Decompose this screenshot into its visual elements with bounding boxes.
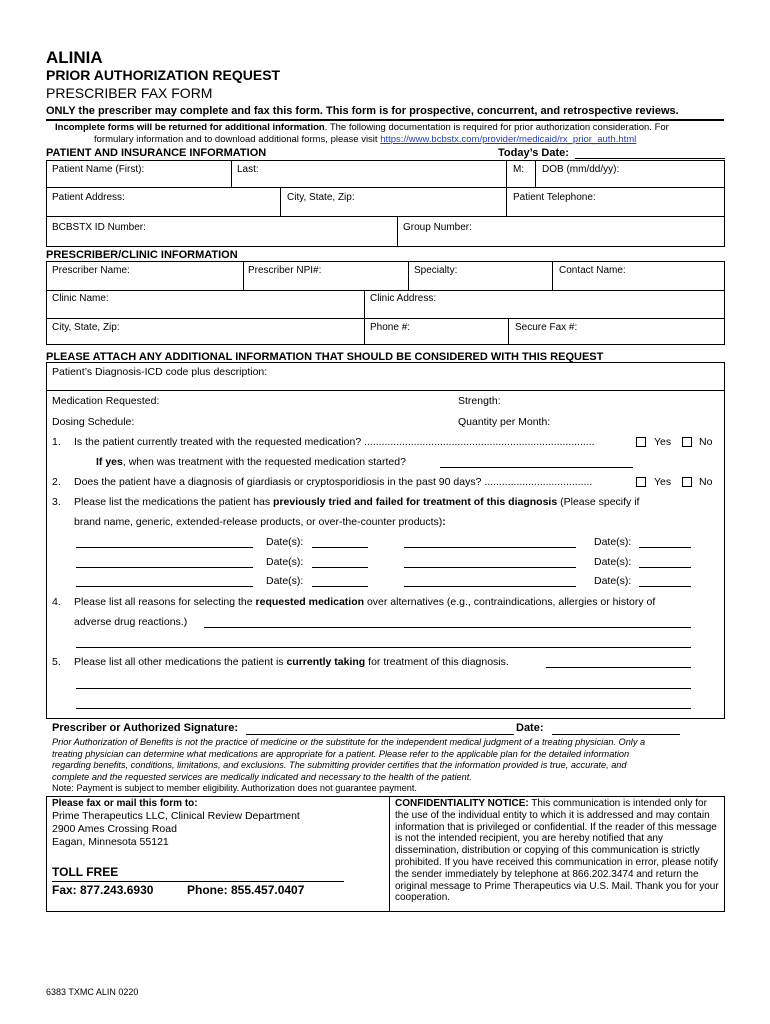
treatment-start-field[interactable] [440, 467, 633, 468]
only-prescriber-notice: ONLY the prescriber may complete and fax this form. This form is for prospective, concurrent, and retrospective reviews. [46, 105, 679, 117]
dates-label: Date(s): [266, 536, 304, 548]
patient-row-divider [46, 187, 725, 188]
medication-requested-field[interactable]: Medication Requested: [52, 395, 160, 407]
dates-field[interactable] [312, 586, 368, 587]
question-4-text-line2: adverse drug reactions.) [74, 616, 188, 628]
clinic-city-state-zip-field[interactable]: City, State, Zip: [52, 322, 120, 333]
question-5-number: 5. [52, 656, 61, 668]
toll-free-rule [52, 881, 344, 882]
patient-city-state-zip-field[interactable]: City, State, Zip: [287, 192, 355, 203]
todays-date-label: Today’s Date: [498, 147, 569, 159]
additional-row-divider [46, 390, 725, 391]
prescriber-section-heading: PRESCRIBER/CLINIC INFORMATION [46, 249, 238, 261]
contact-name-field[interactable]: Contact Name: [559, 265, 626, 276]
disclaimer-line: complete and the requested services are medically indicated and necessary to the health of the patient. [52, 772, 472, 782]
patient-col-divider [506, 160, 507, 216]
dates-label: Date(s): [594, 536, 632, 548]
question-1-no-checkbox[interactable] [682, 437, 692, 447]
alternatives-reason-field[interactable] [76, 647, 691, 648]
signature-date-label: Date: [516, 722, 544, 734]
patient-last-name-field[interactable]: Last: [237, 164, 259, 175]
payment-note: Note: Payment is subject to member eligibility. Authorization does not guarantee payment. [52, 783, 417, 793]
strength-field[interactable]: Strength: [458, 395, 501, 407]
patient-col-divider [535, 160, 536, 187]
fax-number: Fax: 877.243.6930 [52, 883, 154, 897]
patient-address-field[interactable]: Patient Address: [52, 192, 125, 203]
patient-dob-field[interactable]: DOB (mm/dd/yy): [542, 164, 620, 175]
dates-field[interactable] [639, 567, 691, 568]
failed-medication-field[interactable] [76, 586, 253, 587]
failed-medication-field[interactable] [404, 567, 576, 568]
question-5-text: Please list all other medications the patient is currently taking for treatment of this diagnosis. [74, 656, 509, 668]
patient-section-heading: PATIENT AND INSURANCE INFORMATION [46, 147, 267, 159]
toll-free-label: TOLL FREE [52, 865, 119, 879]
question-2-no-checkbox[interactable] [682, 477, 692, 487]
dates-label: Date(s): [266, 575, 304, 587]
patient-telephone-field[interactable]: Patient Telephone: [513, 192, 596, 203]
failed-medication-field[interactable] [404, 547, 576, 548]
clinic-name-field[interactable]: Clinic Name: [52, 293, 109, 304]
question-2-yes-label: Yes [654, 476, 672, 488]
prescriber-name-field[interactable]: Prescriber Name: [52, 265, 130, 276]
form-title: ALINIA [46, 48, 103, 67]
alternatives-reason-field[interactable] [204, 627, 691, 628]
form-type: PRESCRIBER FAX FORM [46, 85, 213, 101]
patient-middle-initial-field[interactable]: M: [513, 164, 525, 175]
patient-col-divider [397, 216, 398, 247]
prescriber-col-divider [364, 290, 365, 345]
dates-field[interactable] [639, 547, 691, 548]
confidentiality-notice: CONFIDENTIALITY NOTICE: This communication is intended only for the use of the individual entity to which it is addressed and may contain information that is privileged or confidential. If the reader of this message is not the intended recipient, you are hereby notified that any dissemination, distribution or copying of this communication is strictly prohibited. If you have received this communication in error, please notify the sender immediately by telephone at 866.202.3474 and return the original message to Prime Therapeutics via U.S. Mail. Thank you for your cooperation. [395, 798, 719, 904]
prescriber-row-divider [46, 290, 725, 291]
disclaimer-line: Prior Authorization of Benefits is not the practice of medicine or the substitute for the independent medical judgment of a treating physician. Only a [52, 737, 646, 747]
patient-col-divider [231, 160, 232, 187]
todays-date-field[interactable] [575, 158, 725, 159]
dates-field[interactable] [312, 547, 368, 548]
dosing-schedule-field[interactable]: Dosing Schedule: [52, 416, 135, 428]
header-rule [46, 119, 724, 121]
other-medications-field[interactable] [76, 708, 691, 709]
question-2-text: Does the patient have a diagnosis of giardiasis or cryptosporidiosis in the past 90 days? ..................................... [74, 476, 593, 488]
mail-address-line: Eagan, Minnesota 55121 [52, 836, 169, 848]
diagnosis-field[interactable]: Patient’s Diagnosis-ICD code plus description: [52, 366, 268, 378]
prescriber-col-divider [552, 261, 553, 290]
question-1-no-label: No [699, 436, 713, 448]
patient-first-name-field[interactable]: Patient Name (First): [52, 164, 145, 175]
failed-medication-field[interactable] [76, 567, 253, 568]
secure-fax-field[interactable]: Secure Fax #: [515, 322, 578, 333]
bcbstx-id-field[interactable]: BCBSTX ID Number: [52, 222, 146, 233]
prescriber-col-divider [508, 318, 509, 345]
additional-info-heading: PLEASE ATTACH ANY ADDITIONAL INFORMATION THAT SHOULD BE CONSIDERED WITH THIS REQUEST [46, 351, 604, 363]
question-4-number: 4. [52, 596, 61, 608]
question-1-number: 1. [52, 436, 61, 448]
dates-field[interactable] [639, 586, 691, 587]
formulary-notice: formulary information and to download additional forms, please visit https://www.bcbstx.com/provider/medicaid/rx_prior_auth.html [94, 134, 637, 145]
disclaimer-line: regarding benefits, conditions, limitations, and exclusions. The submitting provider certifies that the information provided is true, accurate, and [52, 760, 627, 770]
question-3-number: 3. [52, 496, 61, 508]
phone-number: Phone: 855.457.0407 [187, 883, 305, 897]
clinic-address-field[interactable]: Clinic Address: [370, 293, 437, 304]
specialty-field[interactable]: Specialty: [414, 265, 458, 276]
fax-box-divider [389, 796, 390, 912]
question-3-text: Please list the medications the patient has previously tried and failed for treatment of this diagnosis (Please specify if [74, 496, 640, 508]
patient-col-divider [280, 187, 281, 216]
quantity-per-month-field[interactable]: Quantity per Month: [458, 416, 551, 428]
clinic-phone-field[interactable]: Phone #: [370, 322, 411, 333]
mail-address-line: 2900 Ames Crossing Road [52, 823, 177, 835]
failed-medication-field[interactable] [404, 586, 576, 587]
question-4-text: Please list all reasons for selecting the requested medication over alternatives (e.g., contraindications, allergies or history of [74, 596, 656, 608]
prescriber-col-divider [243, 261, 244, 290]
incomplete-notice: Incomplete forms will be returned for additional information. The following documentation is required for prior authorization consideration. For [55, 122, 669, 133]
patient-row-divider [46, 216, 725, 217]
disclaimer-line: treating physician can determine what medications are appropriate for a patient. Please refer to the applicable plan for the detailed information [52, 749, 630, 759]
dates-field[interactable] [312, 567, 368, 568]
fax-heading: Please fax or mail this form to: [52, 798, 198, 809]
signature-date-field[interactable] [552, 734, 680, 735]
form-code: 6383 TXMC ALIN 0220 [46, 987, 139, 997]
question-2-number: 2. [52, 476, 61, 488]
question-1-yes-checkbox[interactable] [636, 437, 646, 447]
dates-label: Date(s): [594, 556, 632, 568]
question-2-no-label: No [699, 476, 713, 488]
formulary-link[interactable]: https://www.bcbstx.com/provider/medicaid/rx_prior_auth.html [380, 134, 637, 145]
prescriber-col-divider [408, 261, 409, 290]
dates-label: Date(s): [594, 575, 632, 587]
prescriber-row-divider [46, 318, 725, 319]
other-medications-field[interactable] [76, 688, 691, 689]
prescriber-npi-field[interactable]: Prescriber NPI#: [248, 265, 322, 276]
patient-info-box [46, 160, 725, 247]
signature-field[interactable] [246, 734, 514, 735]
question-1-text: Is the patient currently treated with the requested medication? ............................................................................... [74, 436, 595, 448]
failed-medication-field[interactable] [76, 547, 253, 548]
other-medications-field[interactable] [546, 667, 691, 668]
question-1b-text: If yes, when was treatment with the requested medication started? [96, 456, 406, 468]
mail-address-line: Prime Therapeutics LLC, Clinical Review Department [52, 810, 300, 822]
dates-label: Date(s): [266, 556, 304, 568]
question-1-yes-label: Yes [654, 436, 672, 448]
form-subtitle: PRIOR AUTHORIZATION REQUEST [46, 67, 281, 83]
group-number-field[interactable]: Group Number: [403, 222, 472, 233]
signature-label: Prescriber or Authorized Signature: [52, 722, 239, 734]
question-2-yes-checkbox[interactable] [636, 477, 646, 487]
question-3-text-line2: brand name, generic, extended-release products, or over-the-counter products): [74, 516, 446, 528]
